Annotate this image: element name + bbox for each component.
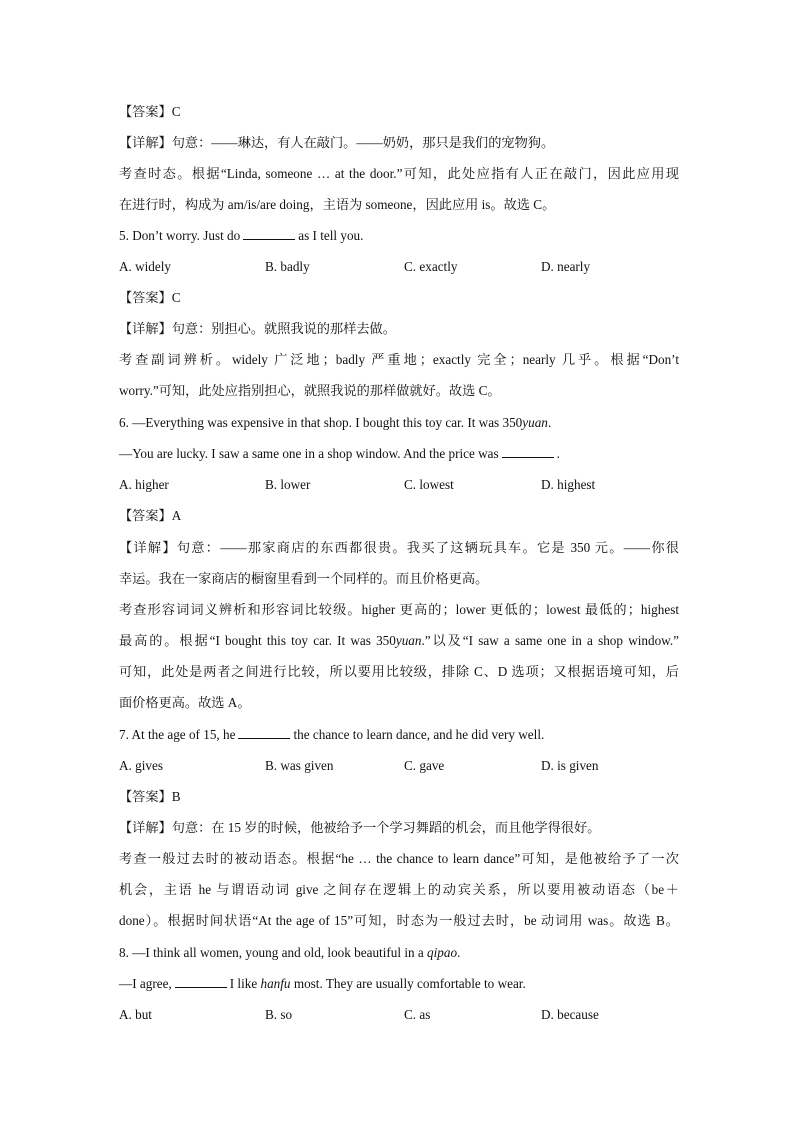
detail-text: 考查一般过去时的被动语态。根据“he … the chance to learn dance”可知，是他被给予了一次 xyxy=(119,851,679,866)
question-number: 7. xyxy=(119,727,129,742)
detail-text: 【详解】句意：别担心。就照我说的那样去做。 xyxy=(119,321,396,336)
detail-text: 考查形容词词义辨析和形容词比较级。higher 更高的；lower 更低的；lowest 最低的；highest xyxy=(119,602,679,617)
question-stem: 7. At the age of 15, he the chance to learn dance, and he did very well. xyxy=(119,727,545,742)
answer-blank xyxy=(502,444,554,458)
option-c: C. as xyxy=(404,1007,431,1022)
detail-text: 面价格更高。故选 A。 xyxy=(119,695,251,710)
option-a: A. gives xyxy=(119,758,163,773)
option-a: A. but xyxy=(119,1007,152,1022)
option-d: D. is given xyxy=(541,758,599,773)
detail-text: 【详解】句意：在 15 岁的时候，他被给予一个学习舞蹈的机会，而且他学得很好。 xyxy=(119,820,601,835)
detail-text: 【详解】句意：——琳达，有人在敲门。——奶奶，那只是我们的宠物狗。 xyxy=(119,135,555,150)
question-number: 8. xyxy=(119,945,129,960)
answer-blank xyxy=(175,974,227,988)
question-stem: 8. —I think all women, young and old, look beautiful in a qipao. xyxy=(119,945,461,960)
option-b: B. badly xyxy=(265,259,310,274)
option-d: D. because xyxy=(541,1007,599,1022)
option-d: D. highest xyxy=(541,477,596,492)
detail-text: 考查副词辨析。widely 广泛地；badly 严重地；exactly 完全；nearly 几乎。根据“Don’t xyxy=(119,352,679,367)
answer-label: 【答案】B xyxy=(119,789,181,804)
detail-text: done）。根据时间状语“At the age of 15”可知，时态为一般过去时，be 动词用 was。故选 B。 xyxy=(119,913,679,928)
option-b: B. lower xyxy=(265,477,311,492)
question-stem: 6. —Everything was expensive in that shop. I bought this toy car. It was 350yuan. xyxy=(119,415,552,430)
detail-text: 机会，主语 he 与谓语动词 give 之间存在逻辑上的动宾关系，所以要用被动语态（be＋ xyxy=(119,882,679,897)
detail-text: 【详解】句意：——那家商店的东西都很贵。我买了这辆玩具车。它是 350 元。——你很 xyxy=(119,540,679,555)
question-number: 5. xyxy=(119,228,129,243)
answer-blank xyxy=(238,725,290,739)
answer-label: 【答案】A xyxy=(119,508,182,523)
option-b: B. was given xyxy=(265,758,334,773)
detail-text: 考查时态。根据“Linda, someone … at the door.”可知，此处应指有人正在敲门，因此应用现 xyxy=(119,166,679,181)
answer-blank xyxy=(243,226,295,240)
detail-text: 可知，此处是两者之间进行比较，所以要用比较级，排除 C、D 选项；又根据语境可知，后 xyxy=(119,664,679,679)
detail-text: 幸运。我在一家商店的橱窗里看到一个同样的。而且价格更高。 xyxy=(119,571,489,586)
question-stem: 5. Don’t worry. Just do as I tell you. xyxy=(119,228,364,243)
detail-text: worry.”可知，此处应指别担心，就照我说的那样做就好。故选 C。 xyxy=(119,383,501,398)
option-d: D. nearly xyxy=(541,259,591,274)
option-c: C. lowest xyxy=(404,477,454,492)
question-stem: —I agree, I like hanfu most. They are usually comfortable to wear. xyxy=(119,976,526,991)
question-number: 6. xyxy=(119,415,129,430)
option-c: C. gave xyxy=(404,758,445,773)
answer-label: 【答案】C xyxy=(119,290,181,305)
option-a: A. widely xyxy=(119,259,172,274)
detail-text: 在进行时，构成为 am/is/are doing，主语为 someone，因此应用 is。故选 C。 xyxy=(119,197,556,212)
option-b: B. so xyxy=(265,1007,293,1022)
option-a: A. higher xyxy=(119,477,169,492)
answer-label: 【答案】C xyxy=(119,104,181,119)
detail-text: 最高的。根据“I bought this toy car. It was 350yuan.”以及“I saw a same one in a shop window.” xyxy=(119,633,679,648)
question-stem: —You are lucky. I saw a same one in a shop window. And the price was . xyxy=(119,446,560,461)
option-c: C. exactly xyxy=(404,259,458,274)
